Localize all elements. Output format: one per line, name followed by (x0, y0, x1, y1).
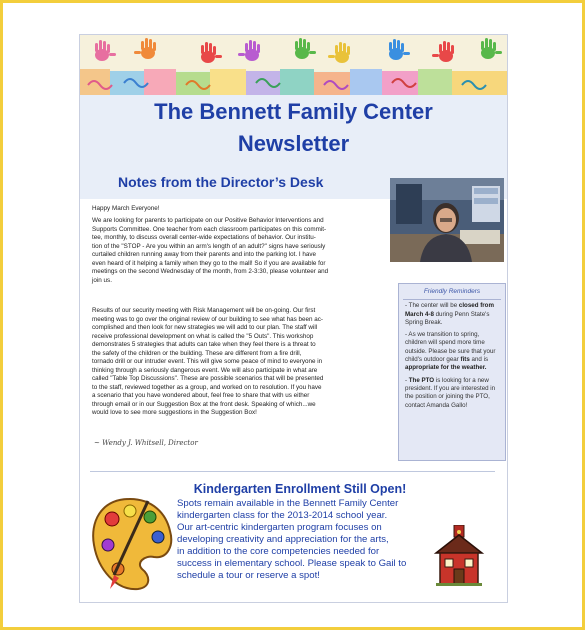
banner-art (80, 35, 507, 95)
reminders-divider (403, 299, 501, 300)
director-photo (390, 178, 504, 262)
directors-paragraph-2 (92, 307, 384, 418)
paragraph-line: We are looking for parents to participate on our Positive Behavior Interventions and (92, 217, 324, 224)
reminder-item: - As we transition to spring, children will spend more time outside. Please be sure that your child's outdoor gear fits and is appropriate for the weather. (405, 331, 496, 372)
paragraph-line: would love to see more suggestions in the Suggestion Box! (92, 409, 257, 416)
directors-desk-heading: Notes from the Director’s Desk (118, 174, 324, 190)
paragraph-line: thinking through a seriously dangerous event. We will also participate in what are (92, 366, 318, 374)
kindergarten-line: Our art-centric kindergarten program focuses on (177, 522, 382, 533)
directors-paragraph-1 (92, 217, 384, 285)
paragraph-line: even heard of it helping a family when they go to the mall! So if you are available for (92, 259, 326, 267)
kindergarten-line: developing creativity and appreciation for the arts, (177, 534, 389, 545)
paragraph-line: receive professional development on what is called the "5 Outs". This workshop (92, 332, 314, 340)
section-divider (90, 471, 495, 472)
kindergarten-text (177, 498, 422, 582)
director-photo-art (390, 178, 504, 262)
paragraph-line: called "Table Top Discussions". These are possible scenarios that will be presented (92, 375, 324, 382)
reminder-item: - The center will be closed from March 4-8 during Penn State's Spring Break. (405, 302, 494, 326)
schoolhouse-icon (432, 525, 486, 592)
paragraph-line: Results of our security meeting with Risk Management will be on-going. Our first (92, 307, 316, 314)
paragraph-line: complished and then look for new strategies we will add to our plan. The staff will (92, 324, 318, 331)
paragraph-line: tee, monthly, to discuss overall center-wide expectations of behavior. Our institu- (92, 234, 316, 241)
kindergarten-line: in addition to the core competencies needed for (177, 546, 380, 557)
reminder-item: - The PTO is looking for a new president. If you are interested in the position or joining the PTO, contact Amanda Gallo! (405, 376, 496, 409)
paragraph-line: the safety of the children or the building. These are different from a fire drill, (92, 349, 302, 357)
director-signature: ~ Wendy J. Whitsell, Director (94, 439, 198, 447)
paragraph-line: demonstrates 5 strategies that adults can take when they feel there is a threat to (92, 341, 316, 348)
paragraph-line: join us. (92, 276, 112, 284)
kindergarten-heading: Kindergarten Enrollment Still Open! (193, 482, 407, 496)
kindergarten-line: success in elementary school. Please speak to Gail to (177, 558, 407, 569)
kindergarten-line: kindergarten class for the 2013-2014 school year. (177, 510, 388, 521)
newsletter-title-line-1: The Bennett Family Center (154, 99, 433, 124)
paragraph-line: curtailed children running away from their parents and into the parking lot. I have (92, 251, 317, 258)
friendly-reminders-box (398, 283, 506, 461)
paint-palette-icon (90, 493, 174, 602)
paragraph-line: a scenario that you have wondered about, feel free to share that with us either (92, 392, 310, 399)
paragraph-line: Supports Committee. One teacher from each classroom participates on this commit- (92, 225, 327, 233)
paragraph-line: meeting was to go over the original review of our building to see what has been ac- (92, 315, 324, 323)
directors-greeting: Happy March Everyone! (92, 205, 160, 212)
paragraph-line: meetings on the second Wednesday of the month, from 2-3:30, please volunteer and (92, 268, 329, 275)
kindergarten-line: Spots remain available in the Bennett Family Center (177, 498, 399, 509)
paragraph-line: through email or in our Suggestion Box at the front desk. Speaking of which...we (92, 400, 316, 408)
handprint-banner (80, 35, 507, 95)
reminders-heading: Friendly Reminders (423, 288, 481, 295)
newsletter-title-line-2: Newsletter (237, 131, 350, 156)
kindergarten-line: schedule a tour or reserve a spot! (177, 570, 320, 581)
paragraph-line: tion of the "STOP - Are you within an arm's length of an adult?" signs have seriously (92, 242, 326, 250)
paragraph-line: tornado drill or our intruder event. This will give some peace of mind to everyone in (92, 358, 323, 365)
newsletter-page (79, 34, 508, 603)
paragraph-line: to the staff, reviewed together as a group, and worked on to resolution. If you have (92, 383, 322, 391)
